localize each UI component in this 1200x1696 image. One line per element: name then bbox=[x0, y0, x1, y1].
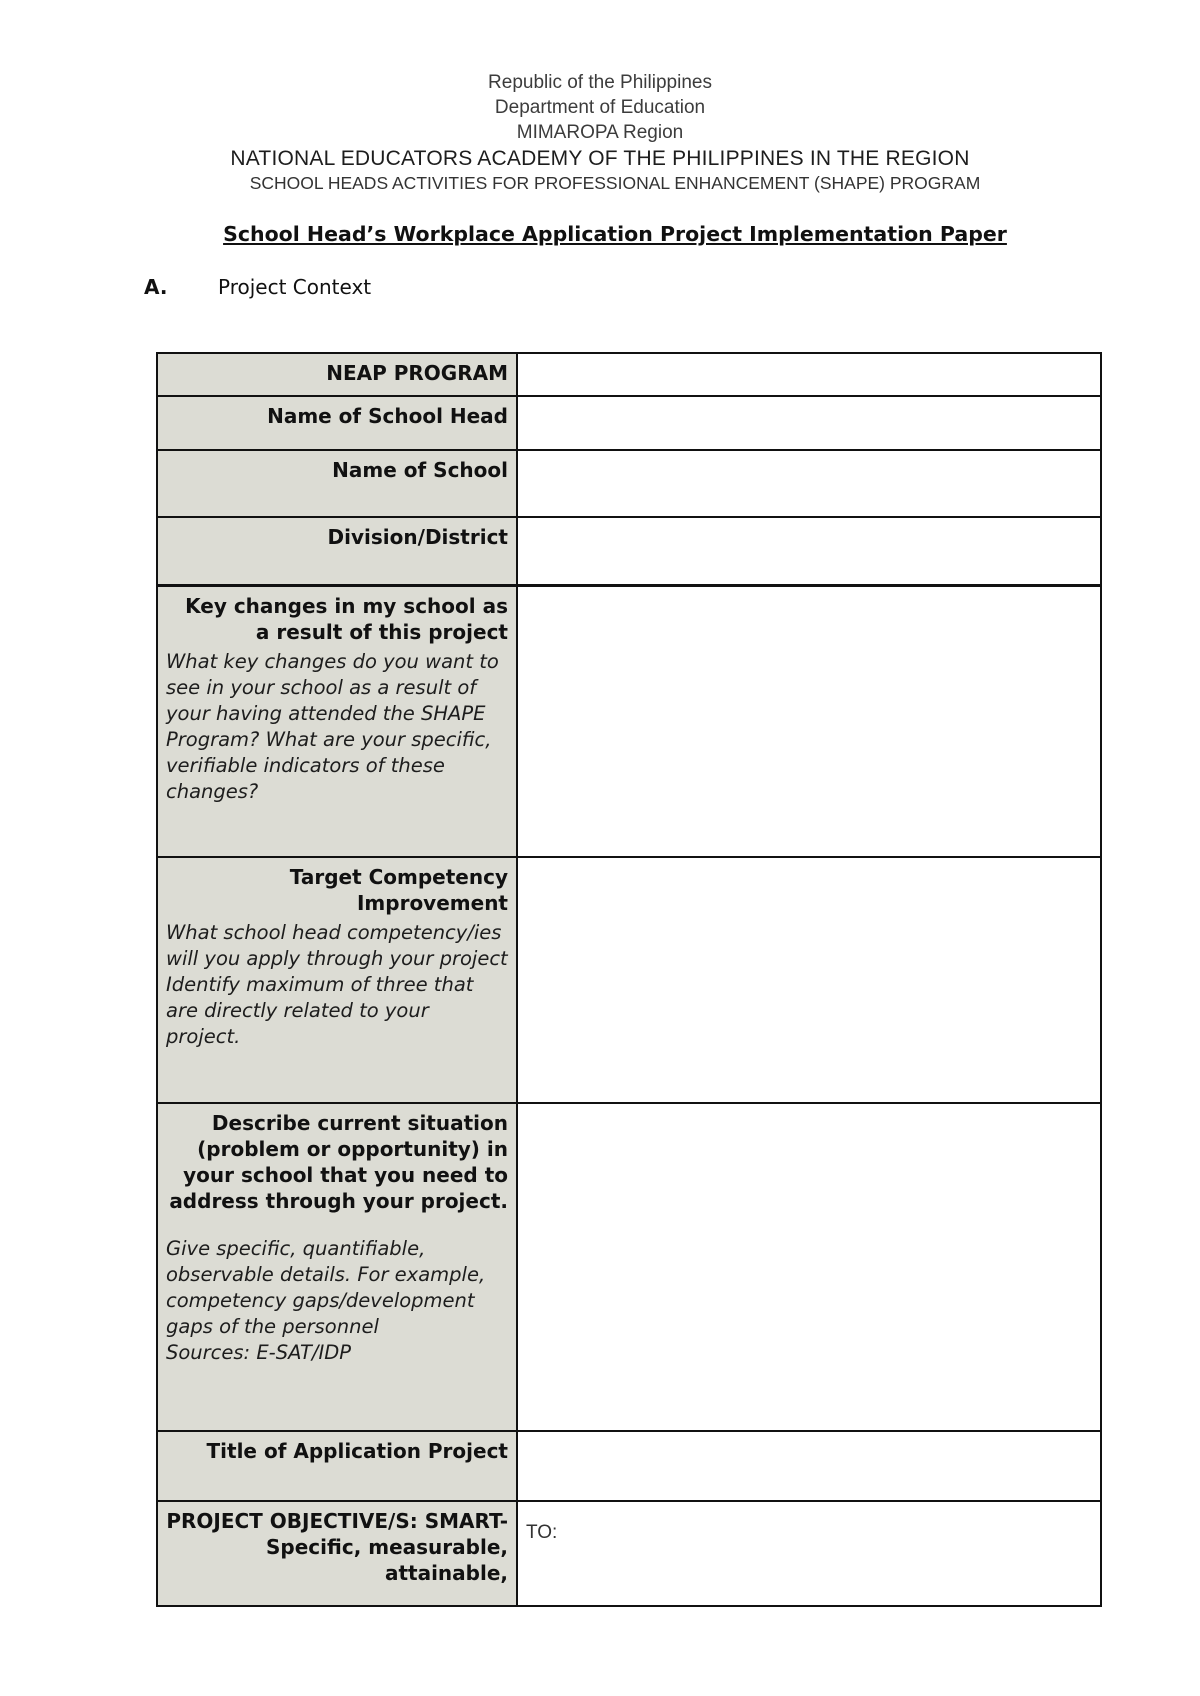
form-label-cell bbox=[157, 450, 517, 517]
section-title: Project Context bbox=[218, 275, 372, 299]
school-head-value bbox=[518, 397, 1100, 417]
project-context-form bbox=[156, 352, 1102, 1607]
target-competency-value bbox=[518, 858, 1100, 878]
neap-program-label: NEAP PROGRAM bbox=[326, 361, 508, 385]
form-row-project-title bbox=[157, 1431, 1101, 1501]
form-label-cell bbox=[157, 353, 517, 396]
form-row-target-competency bbox=[157, 857, 1101, 1103]
project-title-field[interactable] bbox=[517, 1431, 1101, 1501]
form-row-project-objectives bbox=[157, 1501, 1101, 1606]
project-objectives-label: PROJECT OBJECTIVE/S: SMART-Specific, measurable, attainable, bbox=[166, 1509, 508, 1585]
school-head-field[interactable] bbox=[517, 396, 1101, 450]
form-label-cell bbox=[157, 585, 517, 857]
target-competency-label: Target Competency Improvement bbox=[289, 865, 508, 915]
current-situation-sources: Sources: E-SAT/IDP bbox=[166, 1341, 351, 1364]
current-situation-label: Describe current situation (problem or opportunity) in your school that you need to address through your project. bbox=[169, 1111, 508, 1213]
form-row-key-changes bbox=[157, 585, 1101, 857]
school-name-field[interactable] bbox=[517, 450, 1101, 517]
form-label-cell bbox=[157, 857, 517, 1103]
document-title: School Head’s Workplace Application Project Implementation Paper bbox=[223, 222, 1007, 246]
form-label-cell bbox=[157, 1431, 517, 1501]
project-objectives-field[interactable] bbox=[517, 1501, 1101, 1606]
form-row-division-district bbox=[157, 517, 1101, 585]
key-changes-label: Key changes in my school as a result of this project bbox=[185, 593, 508, 644]
region-line: MIMAROPA Region bbox=[516, 122, 684, 143]
key-changes-field[interactable] bbox=[517, 585, 1101, 857]
form-row-school-name bbox=[157, 450, 1101, 517]
section-heading bbox=[144, 275, 371, 299]
neap-program-field[interactable] bbox=[517, 353, 1101, 396]
school-head-label: Name of School Head bbox=[267, 404, 508, 428]
target-competency-hint: What school head competency/ies will you apply through your project Identify maximum of three that are directly related to your project. bbox=[166, 921, 508, 1048]
project-title-value bbox=[518, 1432, 1100, 1452]
division-district-field[interactable] bbox=[517, 517, 1101, 585]
country-line: Republic of the Philippines bbox=[488, 72, 712, 93]
document-header bbox=[0, 70, 1200, 194]
form-label-cell bbox=[157, 1501, 517, 1606]
form-row-school-head bbox=[157, 396, 1101, 450]
key-changes-hint: What key changes do you want to see in your school as a result of your having attended the SHAPE Program? What are your specific, verifiable indicators of these changes? bbox=[166, 649, 499, 803]
section-number: A. bbox=[144, 275, 168, 299]
program-line: SCHOOL HEADS ACTIVITIES FOR PROFESSIONAL ENHANCEMENT (SHAPE) PROGRAM bbox=[249, 173, 981, 193]
target-competency-field[interactable] bbox=[517, 857, 1101, 1103]
school-name-label: Name of School bbox=[332, 458, 508, 482]
division-district-label: Division/District bbox=[327, 525, 508, 549]
current-situation-field[interactable] bbox=[517, 1103, 1101, 1431]
key-changes-value bbox=[518, 587, 1100, 607]
form-label-cell bbox=[157, 1103, 517, 1431]
current-situation-hint: Give specific, quantifiable, observable details. For example, competency gaps/development gaps of the personnel bbox=[166, 1237, 486, 1338]
project-objectives-value: TO: bbox=[526, 1522, 558, 1543]
department-line: Department of Education bbox=[494, 97, 706, 118]
form-label-cell bbox=[157, 517, 517, 585]
school-name-value bbox=[518, 451, 1100, 471]
project-title-label: Title of Application Project bbox=[206, 1439, 508, 1463]
form-row-current-situation bbox=[157, 1103, 1101, 1431]
current-situation-value bbox=[518, 1104, 1100, 1124]
academy-line: NATIONAL EDUCATORS ACADEMY OF THE PHILIPPINES IN THE REGION bbox=[230, 147, 970, 170]
neap-program-value bbox=[518, 354, 1100, 374]
form-row-neap-program bbox=[157, 353, 1101, 396]
form-label-cell bbox=[157, 396, 517, 450]
division-district-value bbox=[518, 518, 1100, 538]
